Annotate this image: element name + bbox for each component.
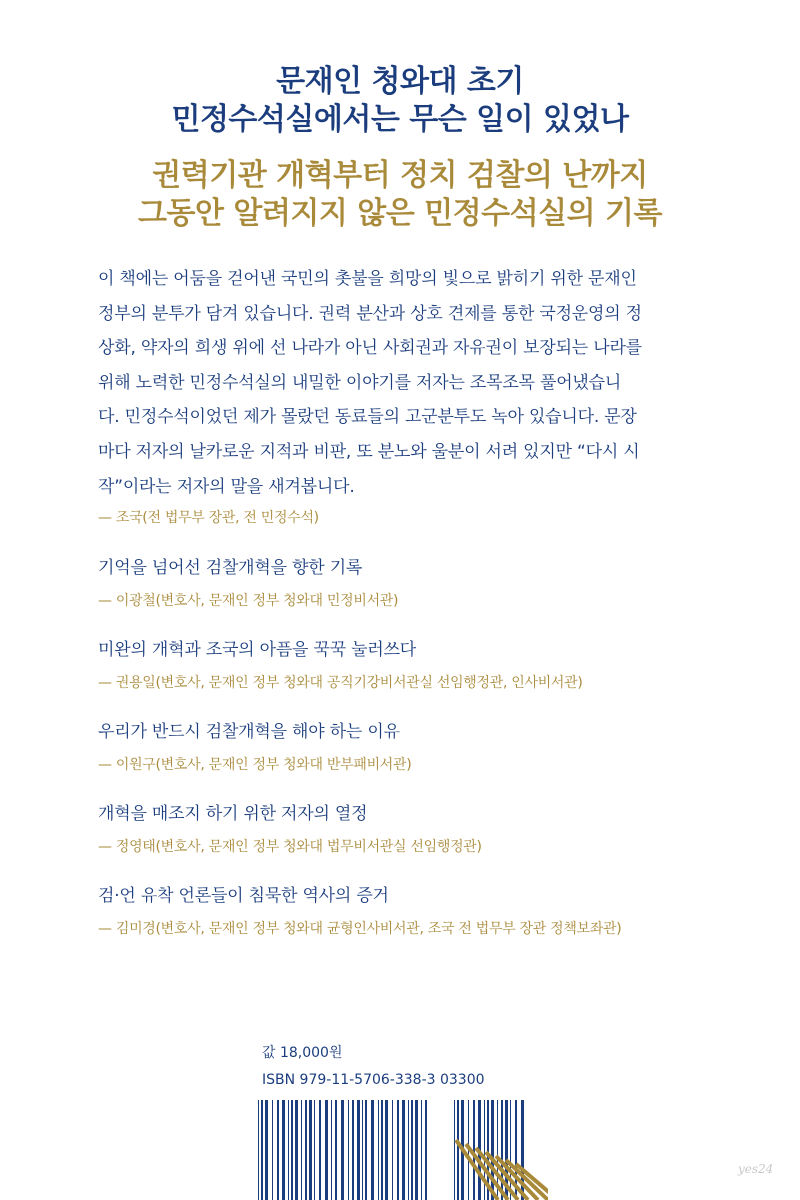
- barcode-bar: [325, 1100, 328, 1200]
- barcode-bar: [501, 1100, 503, 1200]
- barcode-bar: [295, 1100, 298, 1200]
- barcode-bar: [352, 1100, 354, 1200]
- endorsement-quote: 우리가 반드시 검찰개혁을 해야 하는 이유: [98, 722, 400, 742]
- barcode-bar: [272, 1100, 273, 1200]
- barcode-bar: [402, 1100, 405, 1200]
- barcode-bar: [454, 1100, 455, 1200]
- barcode-bar: [291, 1100, 293, 1200]
- endorsement-attribution: — 이원구(변호사, 문재인 정부 청와대 반부패비서관): [98, 757, 412, 773]
- endorsement-quote: 기억을 넘어선 검찰개혁을 향한 기록: [98, 558, 363, 578]
- barcode-bar: [309, 1100, 312, 1200]
- barcode-bar: [282, 1100, 285, 1200]
- barcode-bar: [341, 1100, 344, 1200]
- barcode-bar: [421, 1100, 422, 1200]
- barcode-bar: [314, 1100, 315, 1200]
- subheadline-line-2: 그동안 알려지지 않은 민정수석실의 기록: [138, 196, 662, 231]
- barcode-bar: [305, 1100, 307, 1200]
- barcode-bar: [381, 1100, 383, 1200]
- review-line: 마다 저자의 날카로운 지적과 비판, 또 분노와 울분이 서려 있지만 “다시 시: [98, 441, 640, 462]
- endorsement-attribution: — 이광철(변호사, 문재인 정부 청와대 민정비서관): [98, 593, 399, 609]
- barcode-bar: [277, 1100, 279, 1200]
- review-line: 이 책에는 어둠을 걷어낸 국민의 촛불을 희망의 빛으로 밝히기 위한 문재인: [98, 269, 637, 289]
- endorsement-attribution: — 김미경(변호사, 문재인 정부 청와대 균형인사비서관, 조국 전 법무부 장관 정책보좌관): [98, 921, 622, 937]
- barcode-bar: [425, 1100, 427, 1200]
- endorsement-quote: 미완의 개혁과 조국의 아픔을 꾹꾹 눌러쓰다: [98, 640, 417, 660]
- barcode-bar: [288, 1100, 289, 1200]
- barcode-bar: [365, 1100, 367, 1200]
- barcode-bar: [392, 1100, 393, 1200]
- barcode-bar: [371, 1100, 374, 1200]
- barcode-bar: [319, 1100, 321, 1200]
- barcode-bar: [457, 1100, 459, 1200]
- price-label: 값 18,000원: [262, 1045, 343, 1061]
- barcode-bar: [415, 1100, 418, 1200]
- barcode-bar: [331, 1100, 332, 1200]
- barcode-bar: [258, 1100, 259, 1200]
- subheadline-line-1: 권력기관 개혁부터 정치 검찰의 난까지: [152, 158, 648, 193]
- barcode-bar: [335, 1100, 337, 1200]
- barcode-bar: [348, 1100, 349, 1200]
- watermark-logo: yes24: [738, 1162, 774, 1176]
- barcode-bar: [357, 1100, 360, 1200]
- review-line: 상화, 약자의 희생 위에 선 나라가 아닌 사회권과 자유권이 보장되는 나라를: [98, 338, 642, 359]
- barcode-bar: [397, 1100, 399, 1200]
- endorsement-quote: 검·언 유착 언론들이 침묵한 역사의 증거: [98, 886, 389, 906]
- barcode-bar: [510, 1100, 511, 1200]
- endorsement-quote: 개혁을 매조지 하기 위한 저자의 열정: [98, 804, 368, 824]
- endorsement-attribution: — 권용일(변호사, 문재인 정부 청와대 공직기강비서관실 선임행정관, 인사비서관): [98, 675, 583, 691]
- barcode-bar: [411, 1100, 413, 1200]
- barcode-bar: [362, 1100, 363, 1200]
- main-review-paragraph: [98, 262, 702, 504]
- review-line: 작”이라는 저자의 말을 새겨봅니다.: [98, 476, 355, 497]
- main-review-attribution: — 조국(전 법무부 장관, 전 민정수석): [98, 510, 319, 526]
- review-line: 다. 민정수석이었던 제가 몰랐던 동료들의 고군분투도 녹아 있습니다. 문장: [98, 407, 637, 428]
- barcode-bar: [491, 1100, 494, 1200]
- barcode-bar: [484, 1100, 485, 1200]
- headline-line-1: 문재인 청와대 초기: [276, 64, 524, 99]
- barcode-image: [258, 1100, 548, 1200]
- isbn-label: ISBN 979-11-5706-338-3 03300: [262, 1072, 485, 1088]
- barcode-bar: [265, 1100, 268, 1200]
- review-line: 정부의 분투가 담겨 있습니다. 권력 분산과 상호 견제를 통한 국정운영의 정: [98, 303, 642, 324]
- endorsement-attribution: — 정영태(변호사, 문재인 정부 청와대 법무비서관실 선임행정관): [98, 839, 482, 855]
- barcode-bar: [301, 1100, 302, 1200]
- barcode-bar: [261, 1100, 263, 1200]
- review-line: 위해 노력한 민정수석실의 내밀한 이야기를 저자는 조목조목 풀어냈습니: [98, 372, 622, 393]
- headline-line-2: 민정수석실에서는 무슨 일이 있었나: [171, 102, 629, 137]
- barcode-bar: [378, 1100, 379, 1200]
- barcode-bar: [473, 1100, 475, 1200]
- barcode-bar: [385, 1100, 388, 1200]
- barcode-bar: [408, 1100, 409, 1200]
